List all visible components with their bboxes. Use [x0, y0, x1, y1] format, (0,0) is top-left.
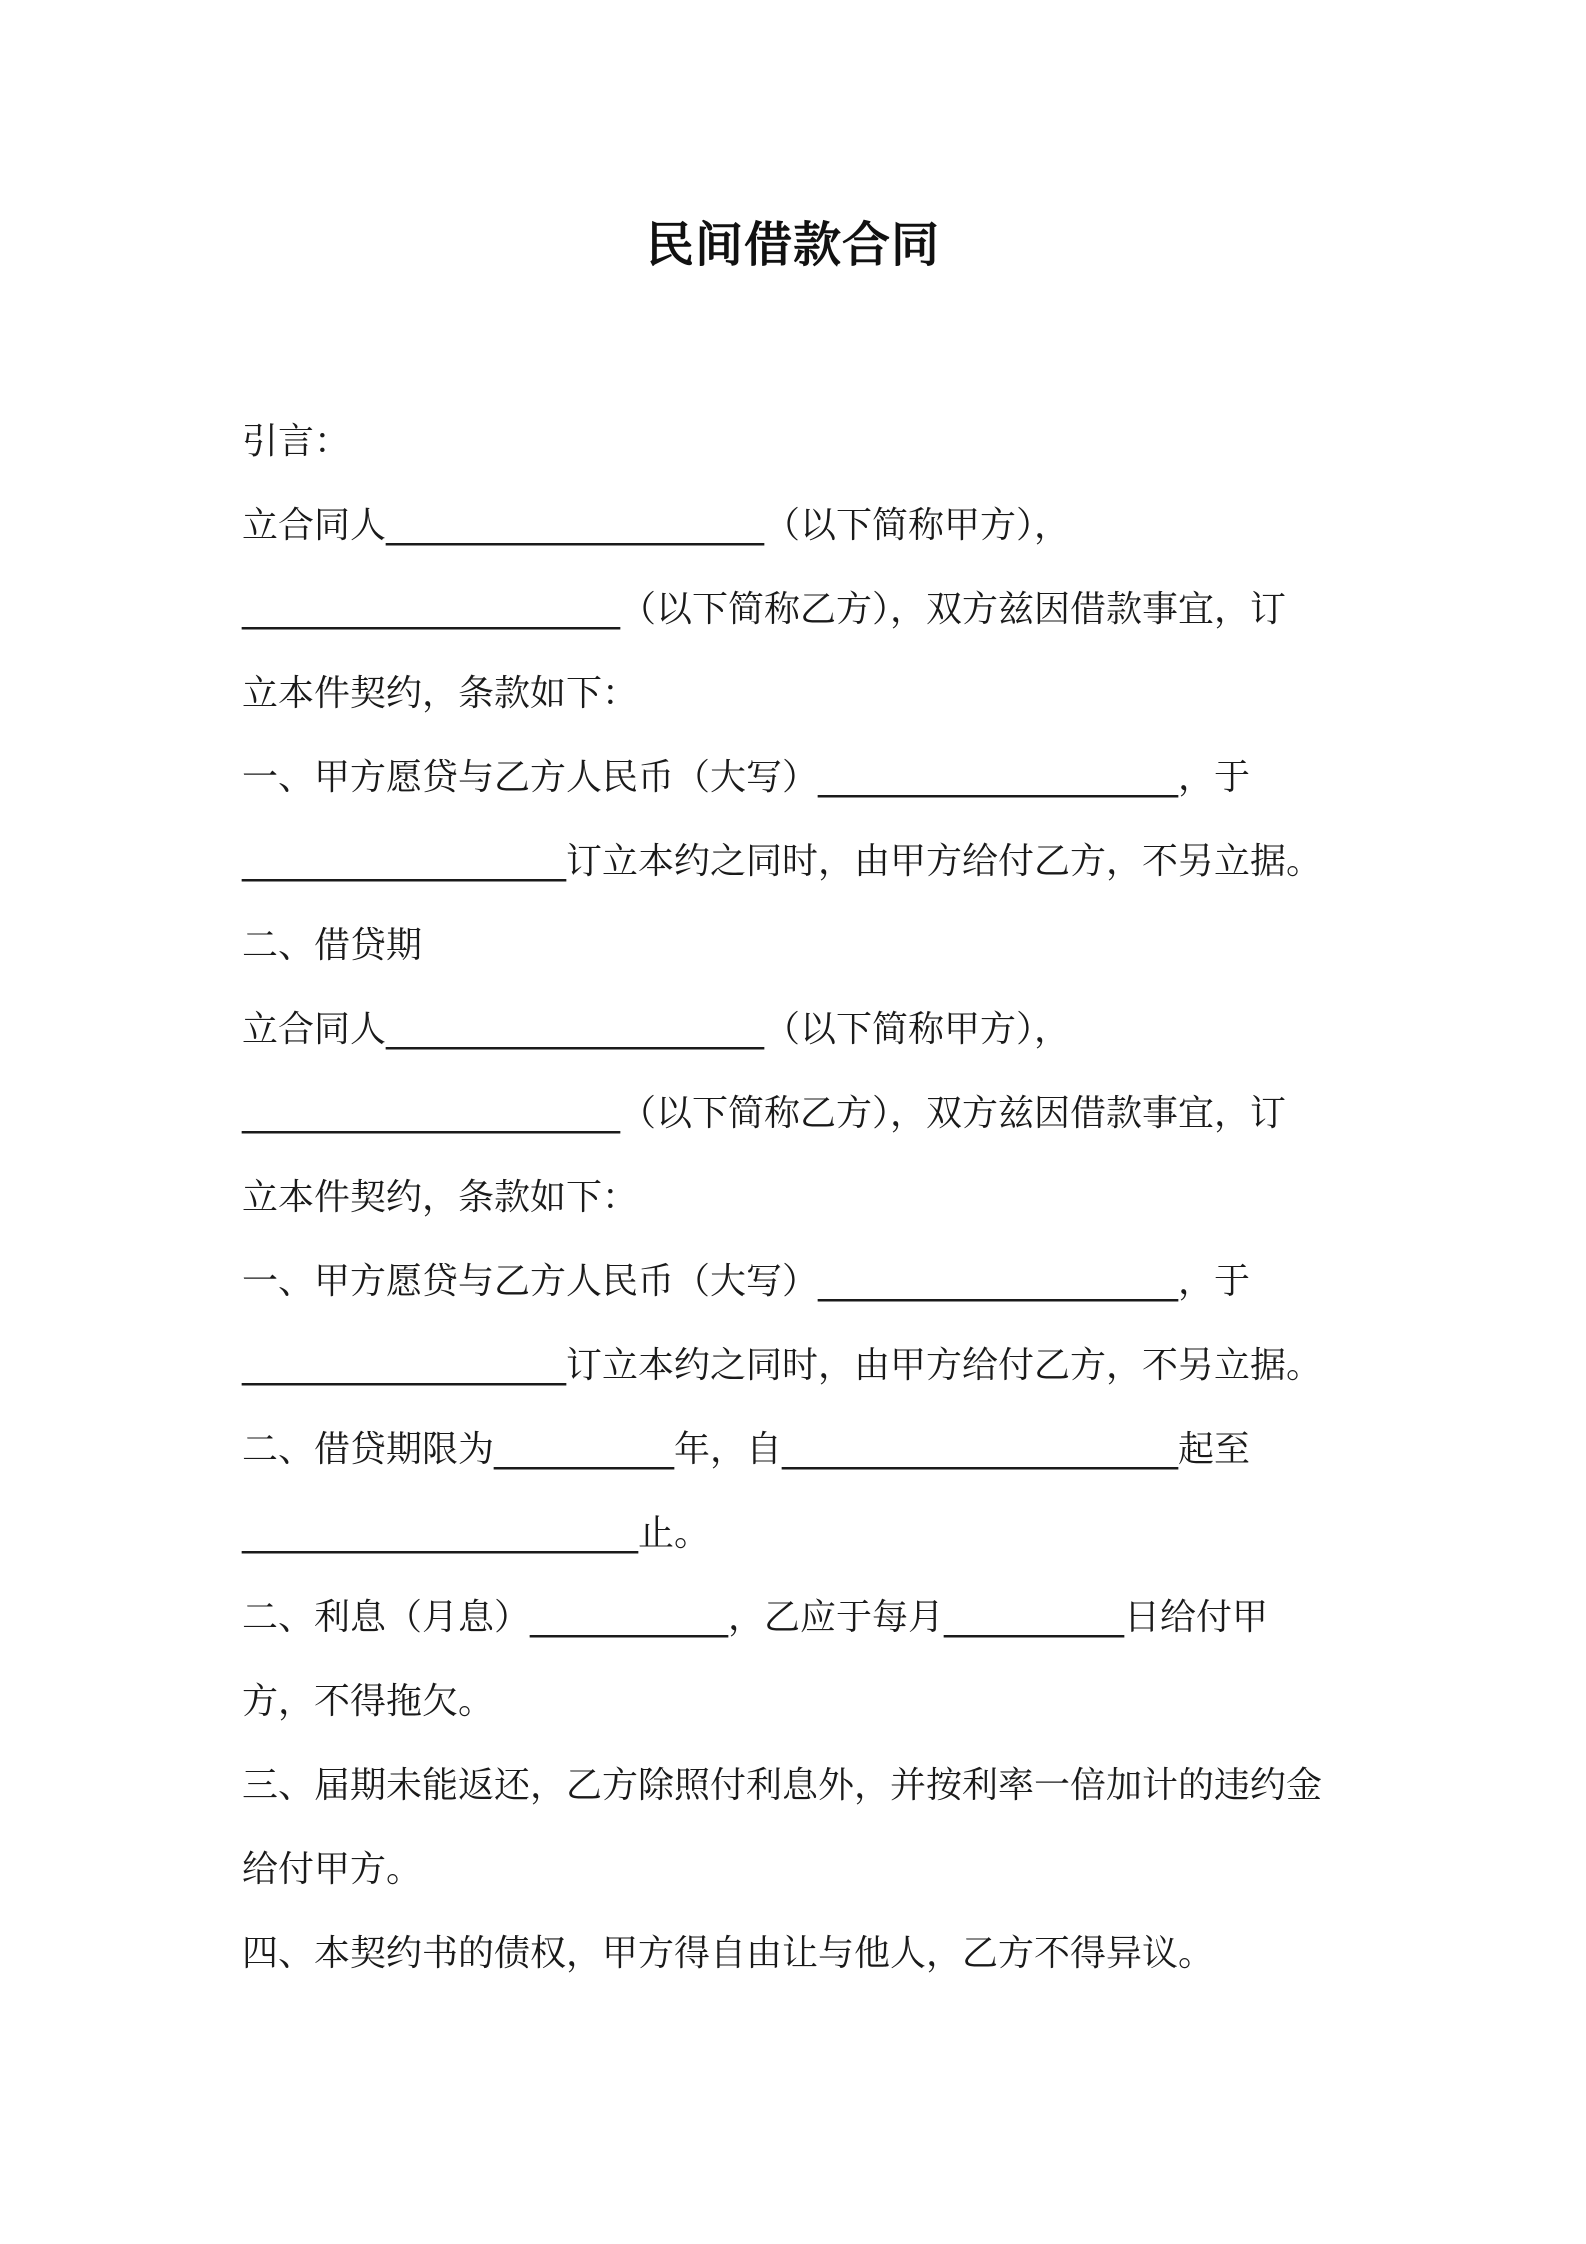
terms-intro-line: 立本件契约，条款如下：: [242, 673, 639, 714]
party-b-line-repeat: _____________________（以下简称乙方），双方兹因借款事宜，订: [242, 1093, 1287, 1134]
clause-1-repeat-line-1: 一、甲方愿贷与乙方人民币（大写）____________________，于: [242, 1261, 1251, 1302]
party-a-line: 立合同人_____________________（以下简称甲方），: [242, 505, 1071, 546]
default-clause-line-1: 三、届期未能返还，乙方除照付利息外，并按利率一倍加计的违约金: [242, 1765, 1323, 1806]
loan-term-line-2: ______________________止。: [242, 1513, 711, 1554]
clause-1-line-2: __________________订立本约之同时，由甲方给付乙方，不另立据。: [242, 841, 1323, 882]
page-title: 民间借款合同: [645, 217, 940, 273]
intro-label: 引言：: [242, 421, 351, 462]
terms-intro-line-repeat: 立本件契约，条款如下：: [242, 1177, 639, 1218]
contract-body: [242, 400, 1392, 1996]
party-a-line-repeat: 立合同人_____________________（以下简称甲方），: [242, 1009, 1071, 1050]
interest-line-2: 方，不得拖欠。: [242, 1681, 495, 1722]
loan-term-line-1: 二、借贷期限为__________年，自______________________起至: [242, 1429, 1251, 1470]
party-b-line: _____________________（以下简称乙方），双方兹因借款事宜，订: [242, 589, 1287, 630]
clause-2-heading: 二、借贷期: [242, 925, 423, 966]
default-clause-line-2: 给付甲方。: [242, 1849, 423, 1890]
assignment-clause-line: 四、本契约书的债权，甲方得自由让与他人，乙方不得异议。: [242, 1933, 1215, 1974]
clause-1-line-1: 一、甲方愿贷与乙方人民币（大写）____________________，于: [242, 757, 1251, 798]
interest-line-1: 二、利息（月息）___________，乙应于每月__________日给付甲: [242, 1597, 1269, 1638]
clause-1-repeat-line-2: __________________订立本约之同时，由甲方给付乙方，不另立据。: [242, 1345, 1323, 1386]
